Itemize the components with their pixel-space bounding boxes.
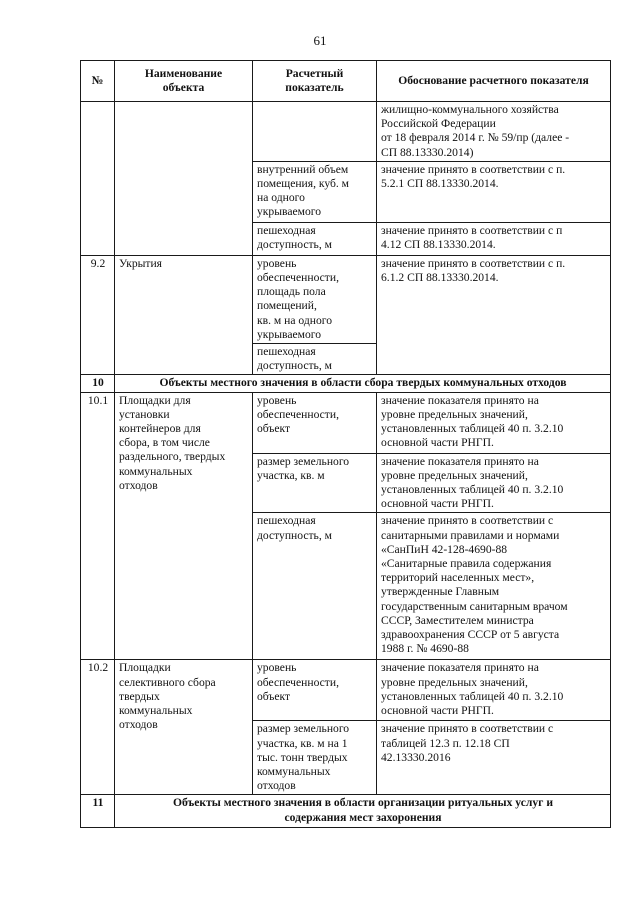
row-justification: значение принято в соответствии с таблицей 12.3 п. 12.18 СП 42.13330.2016: [377, 721, 611, 795]
page-number: 61: [313, 33, 327, 48]
section-num: 10: [81, 375, 115, 392]
header-justification: Обоснование расчетного показателя: [377, 61, 611, 102]
row-object: Укрытия: [115, 255, 253, 375]
table-row: [81, 392, 611, 453]
row-num: [81, 102, 115, 256]
row-indicator: размер земельного участка, кв. м: [253, 453, 377, 513]
row-object: [115, 102, 253, 256]
row-indicator: внутренний объем помещения, куб. м на одного укрываемого: [253, 161, 377, 222]
header-object: Наименование объекта: [115, 61, 253, 102]
row-justification: значение показателя принято на уровне предельных значений, установленных таблицей 40 п. 3.2.10 основной части РНГП.: [377, 392, 611, 453]
row-justification: значение принято в соответствии с санитарными правилами и нормами «СанПиН 42-128-4690-88 «Санитарные правила содержания территорий населенных мест», утвержденные Главным государственным санитарным врачом СССР, Заместителем министра здравоохранения СССР от 5 августа 1988 г. № 4690-88: [377, 513, 611, 660]
row-num: 10.1: [81, 392, 115, 660]
section-title: Объекты местного значения в области сбора твердых коммунальных отходов: [115, 375, 611, 392]
header-indicator: Расчетный показатель: [253, 61, 377, 102]
section-row: [81, 375, 611, 392]
section-title: Объекты местного значения в области организации ритуальных услуг и содержания мест захоронения: [115, 795, 611, 828]
row-indicator: уровень обеспеченности, площадь пола помещений, кв. м на одного укрываемого: [253, 255, 377, 343]
row-indicator: размер земельного участка, кв. м на 1 тыс. тонн твердых коммунальных отходов: [253, 721, 377, 795]
row-justification: жилищно-коммунального хозяйства Российской Федерации от 18 февраля 2014 г. № 59/пр (далее - СП 88.13330.2014): [377, 102, 611, 162]
row-justification: значение показателя принято на уровне предельных значений, установленных таблицей 40 п. 3.2.10 основной части РНГП.: [377, 453, 611, 513]
row-indicator: пешеходная доступность, м: [253, 513, 377, 660]
section-row: [81, 795, 611, 828]
row-justification: значение принято в соответствии с п. 5.2.1 СП 88.13330.2014.: [377, 161, 611, 222]
row-justification: значение принято в соответствии с п. 6.1.2 СП 88.13330.2014.: [377, 255, 611, 375]
table-row: [81, 102, 611, 162]
header-num: №: [81, 61, 115, 102]
row-indicator: уровень обеспеченности, объект: [253, 660, 377, 721]
row-justification: значение принято в соответствии с п 4.12 СП 88.13330.2014.: [377, 222, 611, 255]
section-num: 11: [81, 795, 115, 828]
row-indicator: уровень обеспеченности, объект: [253, 392, 377, 453]
row-justification: значение показателя принято на уровне предельных значений, установленных таблицей 40 п. 3.2.10 основной части РНГП.: [377, 660, 611, 721]
row-indicator: пешеходная доступность, м: [253, 222, 377, 255]
row-num: 10.2: [81, 660, 115, 795]
row-object: Площадки селективного сбора твердых коммунальных отходов: [115, 660, 253, 795]
row-indicator: [253, 102, 377, 162]
indicators-table: [80, 60, 611, 828]
table-row: [81, 660, 611, 721]
row-num: 9.2: [81, 255, 115, 375]
row-object: Площадки для установки контейнеров для сбора, в том числе раздельного, твердых коммунальных отходов: [115, 392, 253, 660]
table-row: [81, 255, 611, 343]
row-indicator: пешеходная доступность, м: [253, 344, 377, 375]
table-header-row: [81, 61, 611, 102]
